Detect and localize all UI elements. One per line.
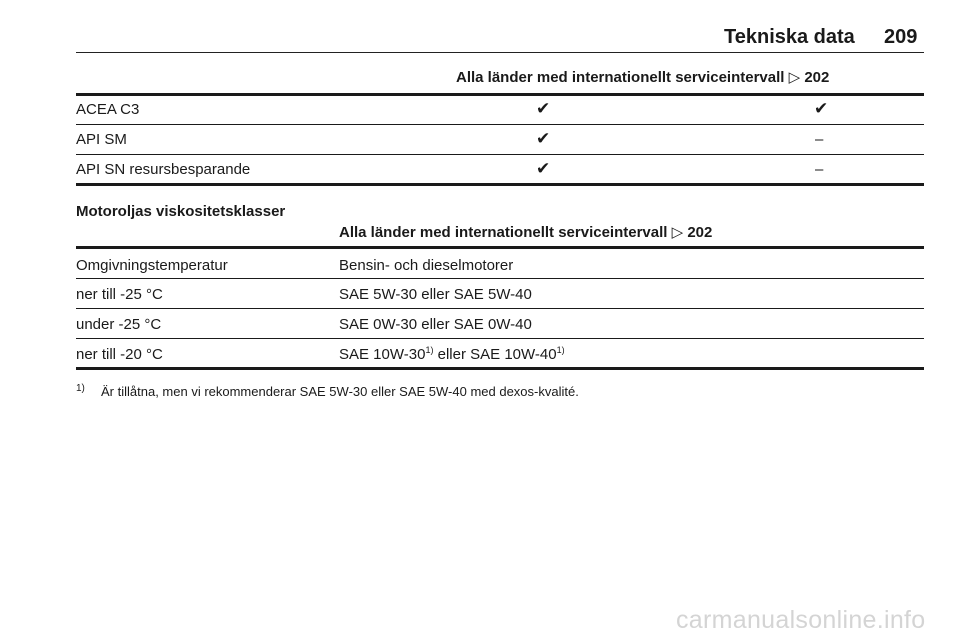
watermark: carmanualsonline.info	[676, 606, 926, 634]
table2-top-rule	[76, 246, 924, 249]
table1-bottom-rule	[76, 183, 924, 186]
table2-row-divider	[76, 278, 924, 279]
table1-column-header-ref: 202	[804, 69, 830, 86]
table1-top-rule	[76, 93, 924, 96]
checkmark-icon: ✔	[536, 99, 551, 118]
dash-value: –	[815, 131, 824, 148]
table1-row-label: API SN resursbesparande	[76, 161, 251, 178]
table1-column-header-text: Alla länder med internationellt serviceintervall	[456, 69, 785, 86]
table2-bottom-rule	[76, 367, 924, 370]
table2-oil-cell: SAE 0W-30 eller SAE 0W-40	[339, 316, 532, 333]
footnote-ref: 1)	[425, 345, 434, 355]
table2-header-temp: Omgivningstemperatur	[76, 257, 228, 274]
page-title: Tekniska data	[724, 26, 855, 48]
table2-temp-cell: under -25 °C	[76, 316, 162, 333]
page-number: 209	[884, 26, 918, 48]
checkmark-icon: ✔	[536, 129, 551, 148]
table2-oil-cell	[339, 346, 565, 364]
table1-row-label: API SM	[76, 131, 127, 148]
checkmark-icon: ✔	[814, 99, 829, 118]
footnote-ref: 1)	[556, 345, 565, 355]
table2-header-engine: Bensin- och dieselmotorer	[339, 257, 514, 274]
table2-row-divider	[76, 308, 924, 309]
table2-temp-cell: ner till -25 °C	[76, 286, 163, 303]
table2-row-divider	[76, 338, 924, 339]
table2-temp-cell: ner till -20 °C	[76, 346, 163, 363]
table2-oil-cell: SAE 5W-30 eller SAE 5W-40	[339, 286, 532, 303]
table2-column-header	[339, 224, 712, 242]
table1-row-divider	[76, 124, 924, 125]
checkmark-icon: ✔	[536, 159, 551, 178]
arrow-right-icon: ▷	[788, 69, 801, 86]
table1-row-divider	[76, 154, 924, 155]
header-rule	[76, 52, 924, 53]
footnote-marker: 1)	[76, 383, 85, 394]
table1-column-header	[456, 69, 829, 87]
table1-row-label: ACEA C3	[76, 101, 140, 118]
dash-value: –	[815, 161, 824, 178]
oil-grade-a: SAE 10W-30	[339, 346, 426, 363]
arrow-right-icon: ▷	[671, 224, 684, 241]
table2-column-header-text: Alla länder med internationellt serviceintervall	[339, 224, 668, 241]
oil-grade-b: eller SAE 10W-40	[433, 346, 557, 363]
footnote-text: Är tillåtna, men vi rekommenderar SAE 5W-30 eller SAE 5W-40 med dexos-kvalité.	[101, 384, 579, 399]
section-title: Motoroljas viskositetsklasser	[76, 203, 286, 220]
table2-column-header-ref: 202	[687, 224, 713, 241]
